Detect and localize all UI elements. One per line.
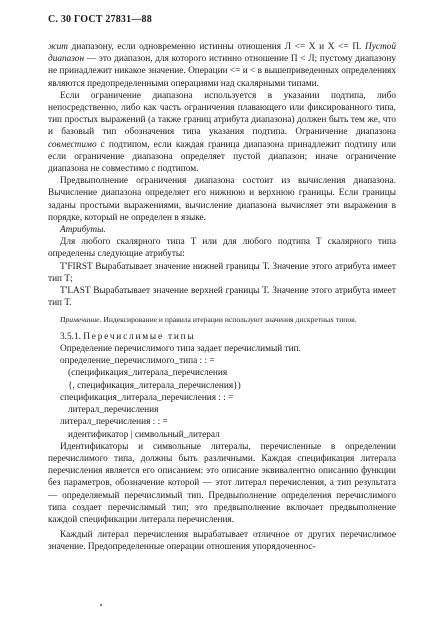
page-body [48,41,396,554]
note [48,315,396,325]
grammar-line: {, спецификация_литерала_перечисления}) [68,380,241,391]
section-heading [48,331,396,343]
paragraph-enum-rules: Идентификаторы и символьные литералы, перечисленные в определении перечислимого типа, должны быть различными. Каждая спецификация литерала перечисления является его описанием: это описание эквивалентно описанию функции без параметров, обозначение которой — этот литерал перечисления, а тип результата — определяемый перечислимый тип. Предвыполнение определения перечислимого типа создает перечислимый тип; это предвыполнение включает предвыполнение каждой спецификации литерала перечисления. [48,441,396,525]
grammar-line: литерал_перечисления [68,405,159,416]
paragraph-elaboration: Предвыполнение ограничения диапазона состоит из вычисления диапазона. Вычисление диапазона определяет его нижнюю и верхнюю границы. Если границы заданы простыми выражениями, вычисление диапазона вычисляет эти выражения в порядке, который не определен в языке. [48,176,396,223]
attribute-first: T'FIRST Вырабатывает значение нижней границы Т. Значение этого атрибута имеет тип Т; [48,261,396,284]
grammar-line: (спецификация_литерала_перечисления [68,368,228,379]
text-run: с подтипом, если каждая граница диапазона принадлежит подтипу или если ограничение диапазона определяет пустой диапазон; иначе ограничение диапазона не совместимо с подтипом. [48,139,396,175]
attribute-last: T'LAST Вырабатывает значение верхней границы Т. Значение этого атрибута имеет тип Т. [48,286,396,309]
paragraph-enum-intro: Определение перечислимого типа задает перечислимый тип. [60,344,301,355]
term-empty-range: Пустой диапазон [48,42,396,65]
page-header: С. 30 ГОСТ 27831—88 [48,14,152,25]
paragraph-attributes-intro: Для любого скалярного типа Т или для любого подтипа Т скалярного типа определены следующие атрибуты: [48,237,396,260]
scan-speck [100,604,102,606]
term-compatible: совместимо [48,139,97,150]
section-number: 3.5.1. [60,331,84,342]
grammar-line: литерал_перечисления : : = [60,417,168,428]
paragraph-range-membership [48,41,396,90]
section-title: Перечислимые типы [83,331,196,342]
note-label: Примечание. [60,315,102,325]
note-text: Индексирование и правила итерации используют значения дискретных типов. [101,315,357,325]
grammar-line: идентификатор | символьный_литерал [68,429,220,440]
text-run: Если ограничение диапазона используется в указании подтипа, либо непосредственно, либо как часть ограничения плавающего или фиксированного типа, тип простых выражений (а также границ атрибута диапазона) должен быть тем же, что и базовый тип обозначения типа указания подтипа. Ограничение диапазона [48,90,396,138]
paragraph-range-constraint [48,90,396,175]
text-run: диапазону, если одновременно истинны отношения Л <= Х и Х <= П. [68,42,366,52]
paragraph-enum-values: Каждый литерал перечисления вырабатывает отличное от других перечислимое значение. Предопределенные операции отношения упорядоченнос- [48,530,396,553]
italic-word: жит [48,42,69,52]
grammar-line: спецификация_литерала_перечисления : : = [60,392,234,403]
grammar-line: определение_перечислимого_типа : : = [60,356,215,367]
attributes-heading: Атрибуты. [60,225,106,236]
text-run: — это диапазон, для которого истинно отношение П < Л; пустому диапазону не принадлежит никакое значение. Операции <= и < в вышеприведенных определениях являются предопределенными операциями над скалярными типами. [48,54,396,89]
